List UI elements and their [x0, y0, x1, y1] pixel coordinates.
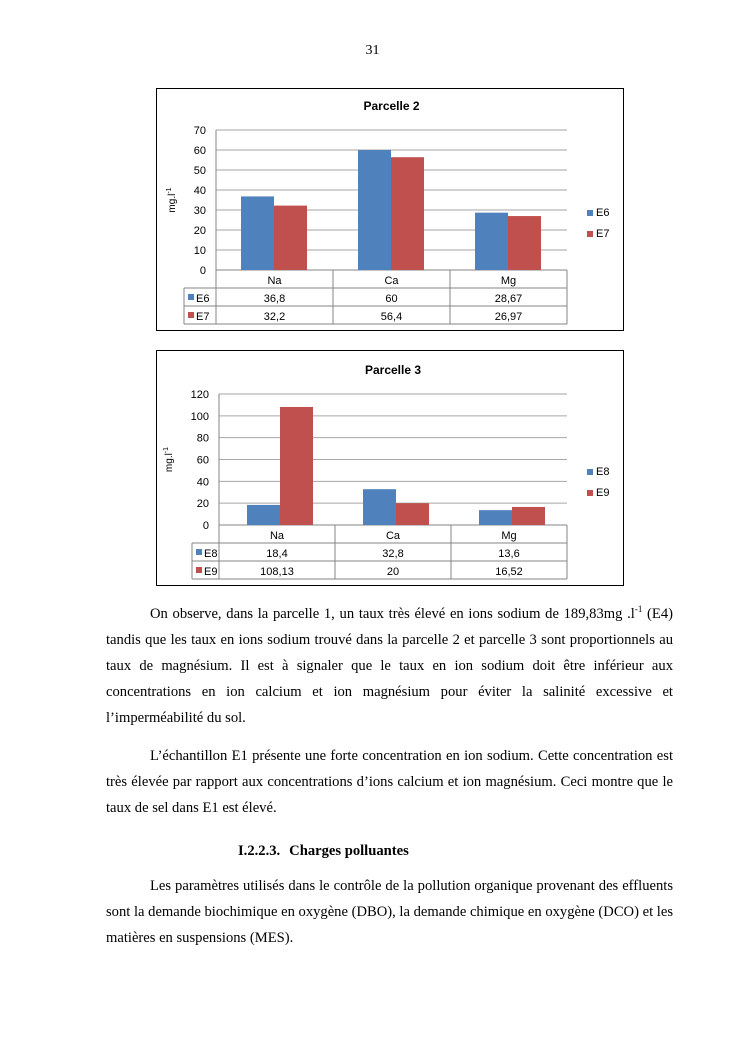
y-tick-label: 50: [193, 165, 206, 177]
y-tick-label: 0: [202, 520, 209, 532]
y-tick-label: 20: [193, 225, 206, 237]
bar-e9-mg: [512, 507, 545, 525]
category-label: Mg: [500, 275, 517, 287]
y-tick-label: 80: [196, 432, 209, 445]
table-value: 18,4: [266, 548, 288, 560]
y-tick-label: 10: [193, 245, 206, 257]
y-tick-label: 0: [199, 265, 206, 277]
section-heading: [238, 843, 409, 860]
table-value: 16,52: [495, 566, 523, 578]
table-series-name: E8: [204, 548, 218, 560]
table-series-name: E9: [204, 566, 218, 578]
paragraph-parcelle-1: [106, 601, 673, 731]
table-value: 28,67: [494, 293, 523, 305]
legend-label-e7: E7: [596, 228, 610, 240]
bar-e6-na: [241, 196, 274, 270]
chart-parcelle-3-svg: [157, 351, 623, 585]
table-value: 32,8: [382, 548, 404, 560]
chart-parcelle-2: [156, 88, 624, 331]
table-value: 32,2: [263, 311, 286, 323]
y-axis-label-superscript: -1: [163, 446, 170, 454]
bar-e9-na: [280, 407, 313, 525]
paragraph-charges-polluantes: Les paramètres utilisés dans le contrôle de la pollution organique provenant des effluents sont la demande biochimique en oxygène (DBO), la demande chimique en oxygène (DCO) et les matières en suspensions (MES).: [106, 878, 673, 946]
bar-e8-ca: [363, 489, 396, 525]
y-axis-label: [166, 187, 178, 212]
y-tick-label: 20: [196, 498, 209, 511]
y-tick-label: 60: [193, 145, 206, 157]
bar-e8-na: [247, 505, 280, 525]
table-series-name: E7: [196, 311, 210, 323]
legend-label-e8: E8: [596, 466, 610, 478]
bar-e9-ca: [396, 503, 429, 525]
chart-title: Parcelle 3: [364, 363, 422, 377]
table-value: 108,13: [260, 566, 294, 578]
legend-key-e6: [587, 210, 593, 216]
category-label: Na: [269, 530, 285, 542]
category-label: Ca: [385, 530, 401, 542]
paragraph-1-part-a: On observe, dans la parcelle 1, un taux très élevé en ions sodium de 189,83mg .l: [150, 606, 635, 622]
legend-label-e6: E6: [596, 207, 610, 219]
category-label: Mg: [501, 530, 517, 542]
bar-e7-mg: [508, 216, 541, 270]
category-label: Na: [267, 275, 282, 287]
y-tick-label: 60: [196, 454, 209, 467]
y-tick-label: 30: [193, 205, 206, 217]
table-series-name: E6: [196, 293, 210, 305]
paragraph-1-superscript: -1: [634, 604, 643, 615]
legend-key-e7: [587, 231, 593, 237]
page-number: 31: [365, 43, 380, 58]
y-axis-label-superscript: -1: [166, 187, 173, 194]
y-tick-label: 40: [196, 476, 209, 489]
table-value: 13,6: [498, 548, 520, 560]
y-axis-label: [163, 447, 175, 472]
table-value: 20: [386, 566, 400, 578]
table-legend-key: [188, 294, 194, 300]
legend-label-e9: E9: [596, 487, 610, 499]
section-title: Charges polluantes: [289, 843, 409, 859]
section-number: I.2.2.3.: [238, 843, 281, 859]
table-legend-key: [196, 549, 202, 555]
paragraph-echantillon-e1: L’échantillon E1 présente une forte concentration en ion sodium. Cette concentration est très élevée par rapport aux concentrations d’ions calcium et ion magnésium. Ceci montre que le taux de sel dans E1 est élevé.: [106, 748, 673, 816]
chart-parcelle-3: [156, 350, 624, 586]
y-axis-label-text: mg.l: [167, 193, 178, 213]
table-value: 56,4: [380, 311, 403, 323]
table-legend-key: [196, 567, 202, 573]
chart-title: Parcelle 2: [363, 99, 420, 113]
y-axis-label-text: mg.l: [164, 453, 175, 473]
bar-e6-ca: [358, 150, 391, 270]
legend-key-e8: [587, 469, 593, 475]
y-tick-label: 120: [190, 389, 209, 401]
bar-e8-mg: [479, 510, 512, 525]
bar-e7-ca: [391, 157, 424, 270]
bar-e6-mg: [475, 213, 508, 270]
chart-parcelle-2-svg: [157, 89, 623, 330]
table-value: 60: [385, 293, 398, 305]
table-value: 36,8: [263, 293, 286, 305]
table-value: 26,97: [494, 311, 523, 323]
table-legend-key: [188, 312, 194, 318]
bar-e7-na: [274, 206, 307, 270]
y-tick-label: 100: [190, 410, 209, 423]
category-label: Ca: [384, 275, 399, 287]
y-tick-label: 70: [193, 125, 206, 137]
legend-key-e9: [587, 490, 593, 496]
paragraph-1-part-b: (E4) tandis que les taux en ions sodium trouvé dans la parcelle 2 et parcelle 3 sont proportionnels au taux de magnésium. Il est à signaler que le taux en ion sodium doit être inférieur aux concentrations en ion calcium et ion magnésium pour éviter la salinité excessive et l’imperméabilité du sol.: [106, 606, 673, 726]
y-tick-label: 40: [193, 185, 206, 197]
